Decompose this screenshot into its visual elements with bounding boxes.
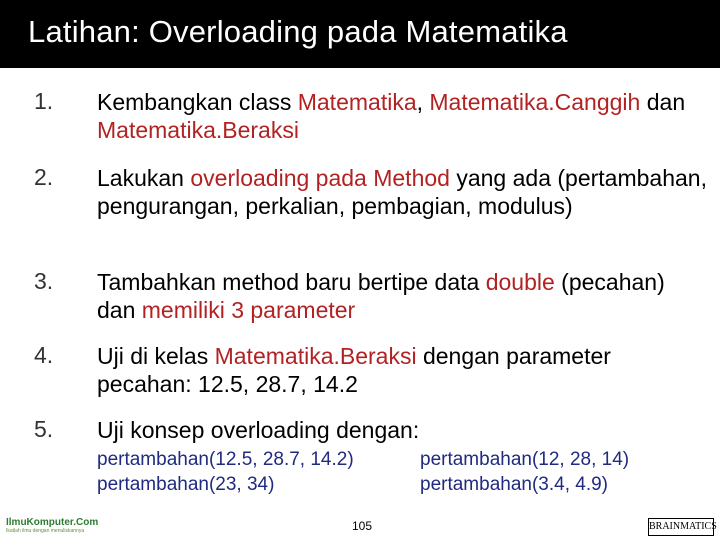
- logo-tagline: Ikatlah ilmu dengan menuliskannya: [6, 528, 85, 534]
- page-number: 105: [352, 519, 373, 533]
- text-run: yang ada (pertambahan, pengurangan, perkalian, pembagian, modulus): [97, 165, 707, 219]
- title-bar: [0, 0, 720, 68]
- text-run: dengan parameter pecahan: 12.5, 28.7, 14.2: [97, 343, 611, 397]
- text-run: ,: [416, 89, 430, 115]
- item-number: 3.: [34, 268, 54, 294]
- code-example: pertambahan(23, 34): [97, 474, 275, 495]
- item-number: 1.: [34, 88, 54, 114]
- item-text: [97, 416, 707, 444]
- item-text: [97, 268, 707, 324]
- highlight-run: double: [485, 269, 555, 295]
- highlight-run: Matematika.Canggih: [429, 89, 641, 115]
- text-run: dan: [640, 89, 686, 115]
- code-example: pertambahan(12.5, 28.7, 14.2): [97, 449, 354, 470]
- text-run: Kembangkan class: [97, 89, 298, 115]
- code-example: pertambahan(3.4, 4.9): [420, 474, 609, 495]
- code-example: pertambahan(12, 28, 14): [420, 449, 630, 470]
- highlight-run: memiliki 3 parameter: [141, 297, 356, 323]
- logo-brand: BRAINMATICS: [649, 521, 717, 532]
- highlight-run: Matematika.Beraksi: [214, 343, 417, 369]
- text-run: Lakukan: [97, 165, 191, 191]
- item-number: 4.: [34, 342, 54, 368]
- item-text: [97, 88, 707, 144]
- text-run: Tambahkan method baru bertipe data: [97, 269, 486, 295]
- highlight-run: Matematika.Beraksi: [97, 117, 299, 143]
- ilmukomputer-logo: [6, 517, 99, 537]
- item-text: [97, 342, 707, 398]
- item-text: [97, 164, 707, 220]
- text-run: Uji konsep overloading dengan:: [97, 417, 420, 443]
- text-run: Uji di kelas: [97, 343, 215, 369]
- highlight-run: Matematika: [297, 89, 417, 115]
- text-run: (pecahan) dan: [97, 269, 665, 323]
- highlight-run: overloading pada Method: [190, 165, 450, 191]
- item-number: 5.: [34, 416, 54, 442]
- item-number: 2.: [34, 164, 54, 190]
- logo-brand: IlmuKomputer.Com: [6, 517, 99, 528]
- brainmatics-logo: [648, 518, 717, 536]
- slide-title: Latihan: Overloading pada Matematika: [28, 14, 568, 49]
